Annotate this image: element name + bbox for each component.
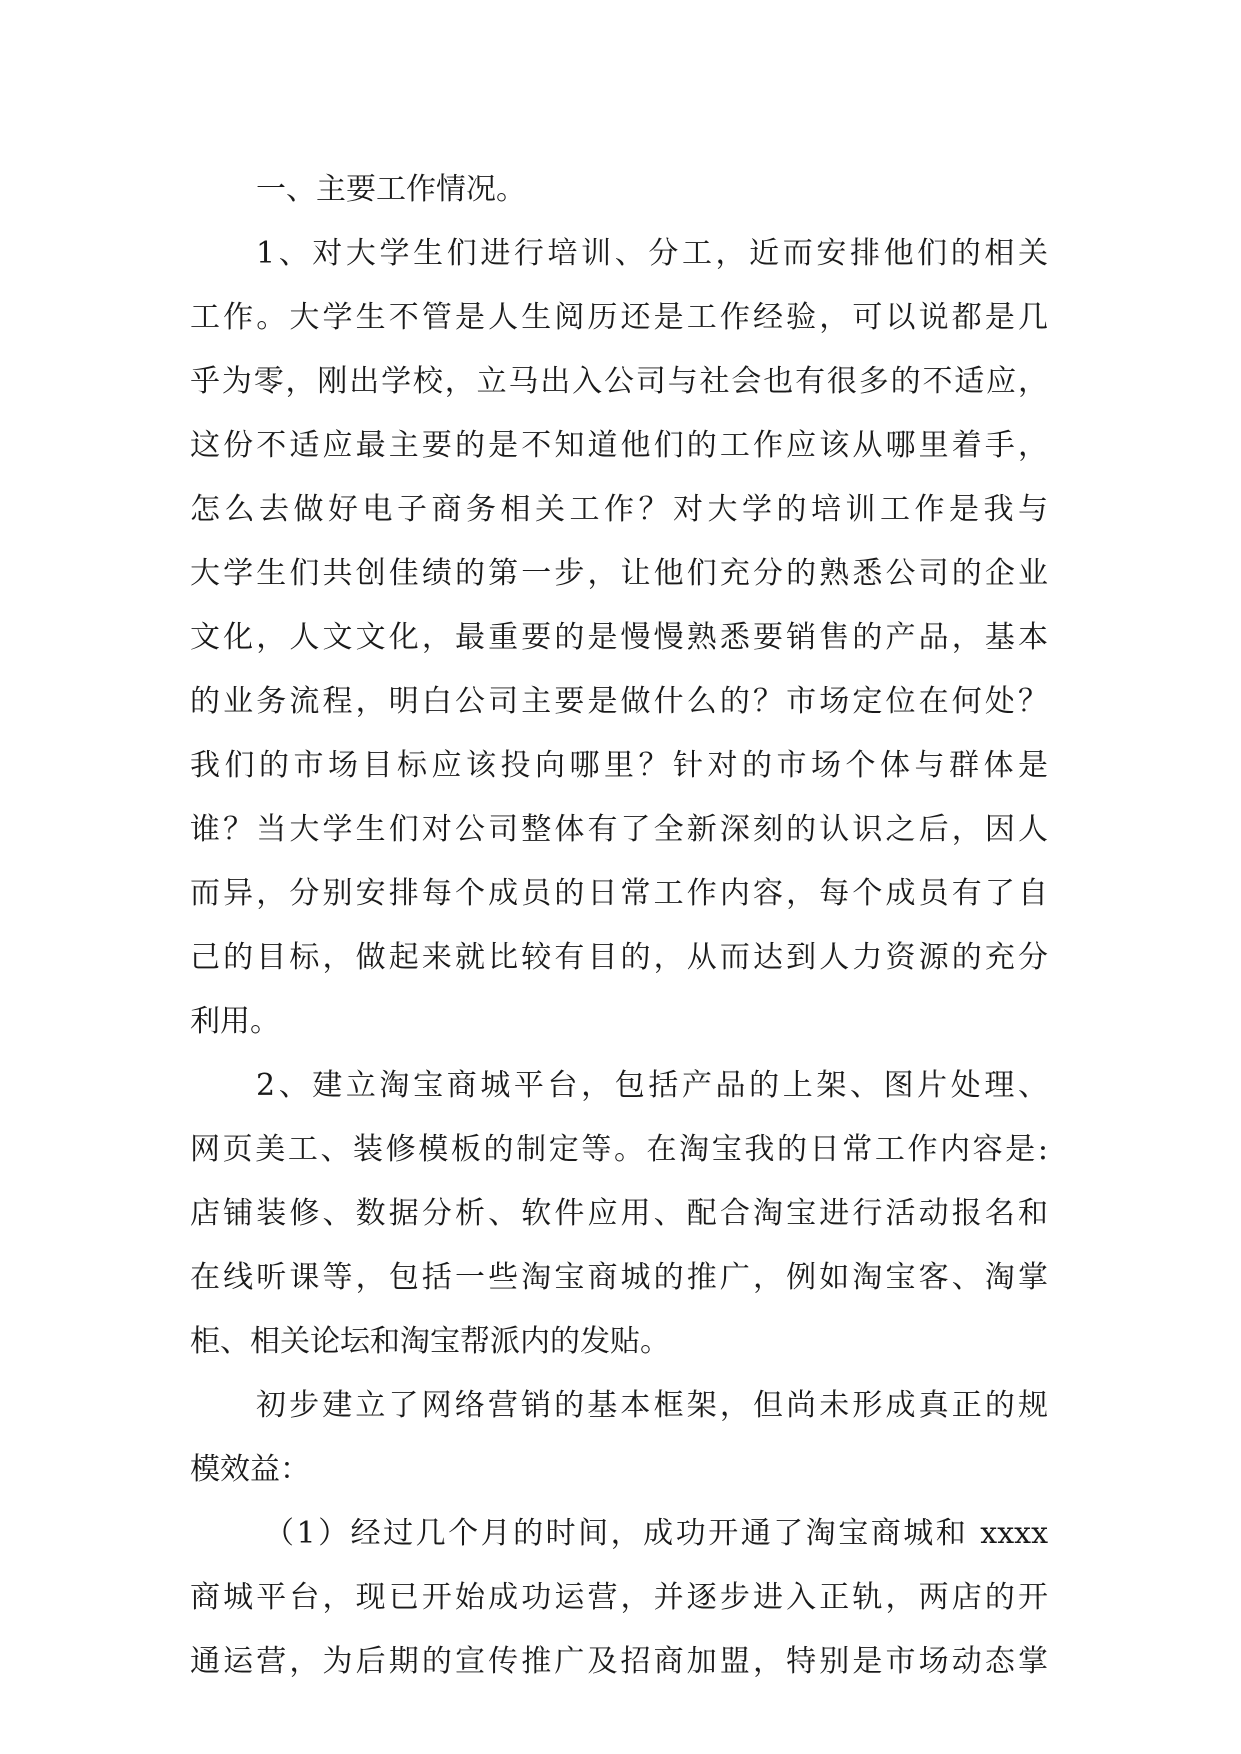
paragraph-line: 而异，分别安排每个成员的日常工作内容，每个成员有了自 bbox=[190, 876, 1048, 911]
paragraph-line: 店铺装修、数据分析、软件应用、配合淘宝进行活动报名和 bbox=[190, 1196, 1048, 1231]
paragraph-line: 大学生们共创佳绩的第一步，让他们充分的熟悉公司的企业 bbox=[190, 556, 1048, 591]
paragraph-line: 模效益： bbox=[190, 1452, 310, 1487]
paragraph-line: 通运营，为后期的宣传推广及招商加盟，特别是市场动态掌 bbox=[190, 1644, 1048, 1679]
paragraph-line: 怎么去做好电子商务相关工作？对大学的培训工作是我与 bbox=[190, 492, 1048, 527]
paragraph-line: 谁？当大学生们对公司整体有了全新深刻的认识之后，因人 bbox=[190, 812, 1048, 847]
paragraph-line: 我们的市场目标应该投向哪里？针对的市场个体与群体是 bbox=[190, 748, 1048, 783]
section-heading: 一、主要工作情况。 bbox=[256, 172, 526, 207]
paragraph-line: 初步建立了网络营销的基本框架，但尚未形成真正的规 bbox=[256, 1388, 1048, 1423]
document-body bbox=[190, 158, 1048, 1694]
paragraph-line: 在线听课等，包括一些淘宝商城的推广，例如淘宝客、淘掌 bbox=[190, 1260, 1048, 1295]
list-item-line: （1）经过几个月的时间，成功开通了淘宝商城和 xxxx bbox=[264, 1516, 1048, 1551]
paragraph-line: 网页美工、装修模板的制定等。在淘宝我的日常工作内容是: bbox=[190, 1132, 1048, 1167]
paragraph-line: 柜、相关论坛和淘宝帮派内的发贴。 bbox=[190, 1324, 670, 1359]
paragraph-line: 商城平台，现已开始成功运营，并逐步进入正轨，两店的开 bbox=[190, 1580, 1048, 1615]
paragraph-line: 2、建立淘宝商城平台，包括产品的上架、图片处理、 bbox=[256, 1068, 1048, 1103]
paragraph-line: 乎为零，刚出学校，立马出入公司与社会也有很多的不适应， bbox=[190, 364, 1048, 399]
paragraph-line: 的业务流程，明白公司主要是做什么的？市场定位在何处？ bbox=[190, 684, 1048, 719]
paragraph-line: 工作。大学生不管是人生阅历还是工作经验，可以说都是几 bbox=[190, 300, 1048, 335]
paragraph-line: 文化，人文文化，最重要的是慢慢熟悉要销售的产品，基本 bbox=[190, 620, 1048, 655]
paragraph-line: 利用。 bbox=[190, 1004, 280, 1039]
paragraph-line: 这份不适应最主要的是不知道他们的工作应该从哪里着手， bbox=[190, 428, 1048, 463]
paragraph-line: 己的目标，做起来就比较有目的，从而达到人力资源的充分 bbox=[190, 940, 1048, 975]
paragraph-line: 1、对大学生们进行培训、分工，近而安排他们的相关 bbox=[256, 236, 1048, 271]
